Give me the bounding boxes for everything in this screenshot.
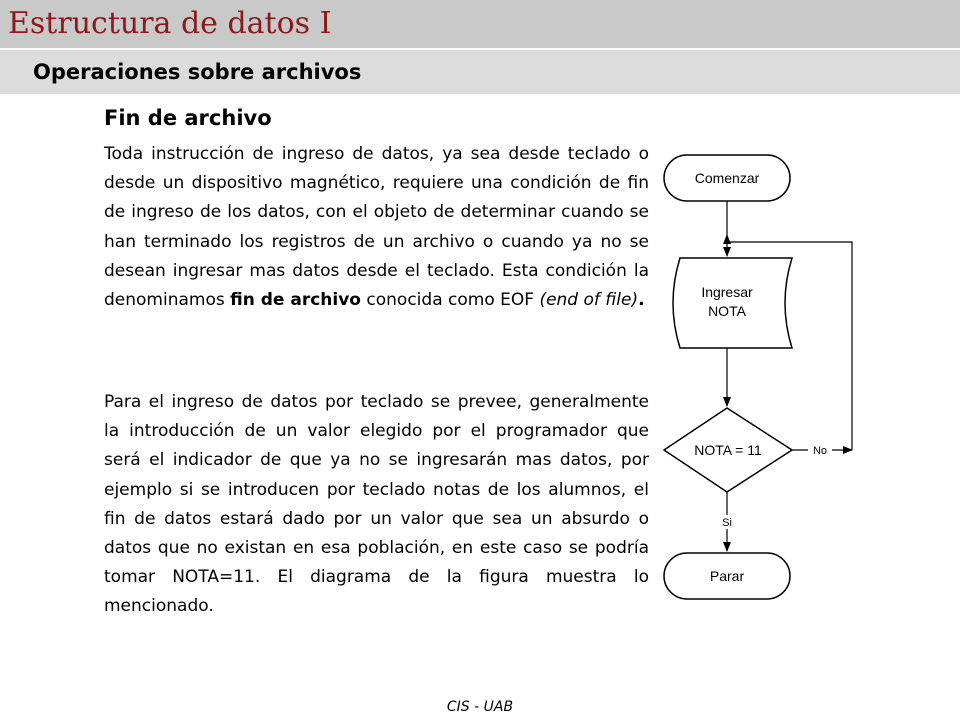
title-bar [0,0,960,48]
para1-end: . [638,290,645,311]
para1-italic-term: (end of file) [539,290,639,311]
end-label: Parar [709,568,745,584]
paragraph-keyboard-input: Para el ingreso de datos por teclado se prevee, generalmente la introducción de un valor elegido por el programador que será el indicador de que ya no se ingresarán mas datos, por ejemplo si se introducen por teclado notas de los alumnos, el fin de datos estará dado por un valor que sea un absurdo o datos que no existan en esa población, en este caso se podría tomar NOTA=11. El diagrama de la figura muestra lo mencionado. [104,392,649,617]
para1-text-b: conocida como EOF [361,290,540,311]
paragraph-eof-definition [104,140,649,315]
decision-label: NOTA = 11 [694,442,762,458]
footer: CIS - UAB [446,699,514,715]
subtitle-bar [0,50,960,94]
flowchart-diagram [655,140,865,610]
loop-arrowhead [723,234,731,244]
section-heading: Fin de archivo [104,106,272,130]
para1-text-a: Toda instrucción de ingreso de datos, ya sea desde teclado o desde un dispositivo magnético, requiere una condición de fin de ingreso de los datos, con el objeto de determinar cuando se han terminado los registros de un archivo o cuando ya no se desean ingresar mas datos desde el teclado. Esta condición la denominamos [104,144,649,311]
para1-bold-term: fin de archivo [230,290,361,311]
yes-label: Si [722,517,732,529]
page-subtitle: Operaciones sobre archivos [33,60,362,84]
input-label-line2: NOTA [708,303,746,319]
page-title: Estructura de datos I [8,6,332,41]
no-label: No [812,445,828,457]
input-label-line1: Ingresar [701,284,753,300]
start-label: Comenzar [694,170,760,186]
